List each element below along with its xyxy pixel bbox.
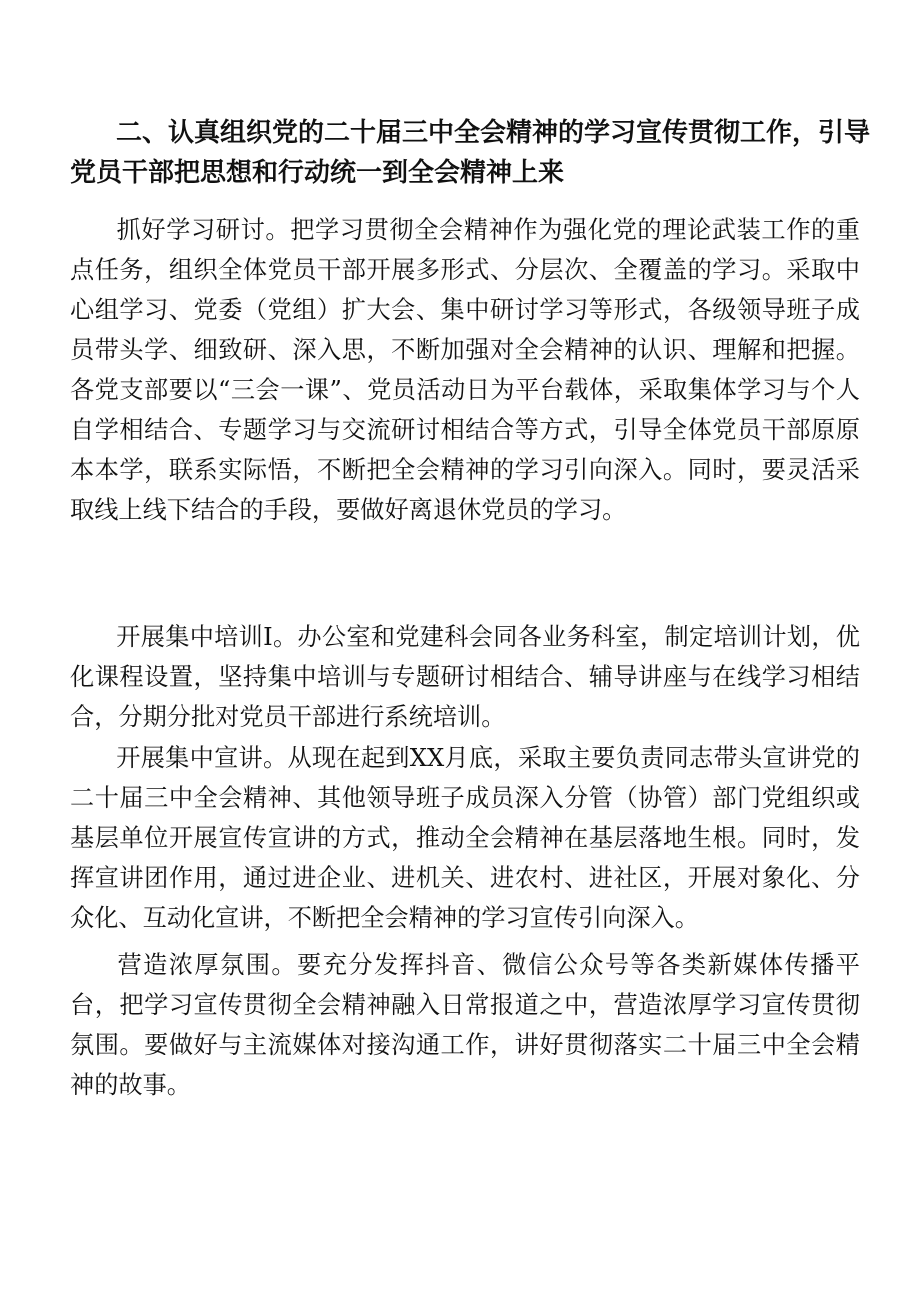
paragraph-text: 抓好学习研讨。把学习贯彻全会精神作为强化党的理论武装工作的重点任务，组织全体党员干部开展多形式、分层次、全覆盖的学习。采取中心组学习、党委（党组）扩大会、集中研讨学习等形式，各级领导班子成员带头学、细致研、深入思，不断加强对全会精神的认识、理解和把握。各党支部要以“三会一课”、党员活动日为平台载体，采取集体学习与个人自学相结合、专题学习与交流研讨相结合等方式，引导全体党员干部原原本本学，联系实际悟，不断把全会精神的学习引向深入。同时，要灵活采取线上线下结合的手段，要做好离退休党员的学习。 bbox=[70, 216, 860, 524]
paragraph-centralized-lecture bbox=[70, 738, 860, 938]
paragraph-centralized-training bbox=[70, 617, 860, 737]
paragraph-text: 营造浓厚氛围。要充分发挥抖音、微信公众号等各类新媒体传播平台，把学习宣传贯彻全会精神融入日常报道之中，营造浓厚学习宣传贯彻氛围。要做好与主流媒体对接沟通工作，讲好贯彻落实二十届三中全会精神的故事。 bbox=[70, 951, 860, 1099]
section-heading bbox=[70, 113, 870, 193]
paragraph-study-discussion bbox=[70, 210, 860, 530]
paragraph-text: 开展集中培训I。办公室和党建科会同各业务科室，制定培训计划，优化课程设置，坚持集中培训与专题研讨相结合、辅导讲座与在线学习相结合，分期分批对党员干部进行系统培训。 bbox=[70, 623, 860, 731]
paragraph-atmosphere bbox=[70, 945, 860, 1105]
paragraph-text: 开展集中宣讲。从现在起到XX月底，采取主要负责同志带头宣讲党的二十届三中全会精神、其他领导班子成员深入分管（协管）部门党组织或基层单位开展宣传宣讲的方式，推动全会精神在基层落地生根。同时，发挥宣讲团作用，通过进企业、进机关、进农村、进社区，开展对象化、分众化、互动化宣讲，不断把全会精神的学习宣传引向深入。 bbox=[70, 744, 860, 932]
section-heading-text: 二、认真组织党的二十届三中全会精神的学习宣传贯彻工作，引导党员干部把思想和行动统一到全会精神上来 bbox=[70, 118, 871, 188]
